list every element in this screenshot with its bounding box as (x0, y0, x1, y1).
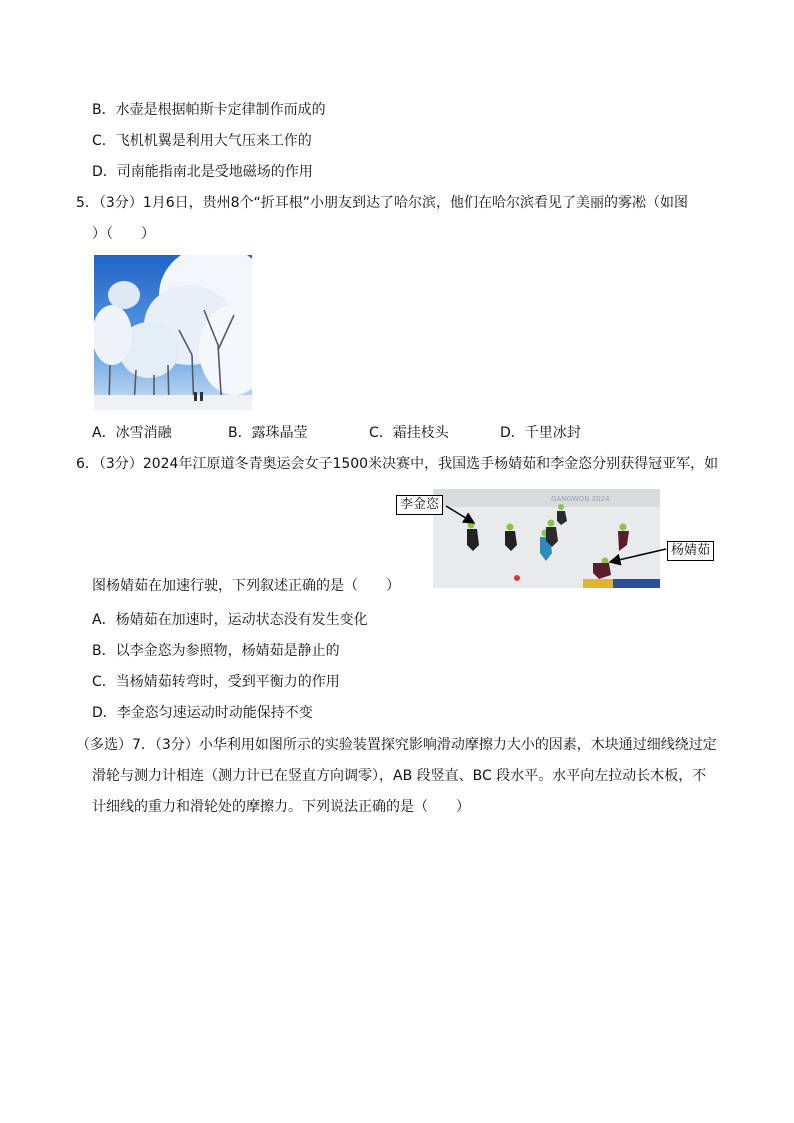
q6-option-d: D．李金恣匀速运动时动能保持不变 (92, 705, 313, 721)
q6-option-a: A．杨婧茹在加速时，运动状态没有发生变化 (92, 612, 368, 628)
label-li-jinzi: 李金恣 (396, 495, 443, 515)
q7-line1: （多选）7．（3分）小华利用如图所示的实验装置探究影响滑动摩擦力大小的因素，木块通过细线绕过定 (76, 737, 717, 753)
rime-photo (94, 255, 252, 410)
q6-option-c: C．当杨婧茹转弯时，受到平衡力的作用 (92, 674, 340, 690)
skating-photo (433, 489, 660, 588)
q4-option-c: C．飞机机翼是利用大气压来工作的 (92, 133, 312, 149)
q5-option-d: D．千里冰封 (500, 425, 581, 441)
q5-option-b: B．露珠晶莹 (228, 425, 308, 441)
svg-text:GANGWON 2024: GANGWON 2024 (551, 495, 610, 503)
q5-option-a: A．冰雪消融 (92, 425, 172, 441)
q6-stem-line2: 图杨婧茹在加速行驶，下列叙述正确的是（ ） (92, 578, 400, 594)
q4-option-b: B．水壶是根据帕斯卡定律制作而成的 (92, 102, 326, 118)
q5-stem-line1: 5．（3分）1月6日，贵州8个“折耳根”小朋友到达了哈尔滨，他们在哈尔滨看见了美丽的雾凇（如图 (76, 195, 689, 211)
q6-option-b: B．以李金恣为参照物，杨婧茹是静止的 (92, 643, 340, 659)
q4-option-d: D．司南能指南北是受地磁场的作用 (92, 164, 313, 180)
q7-line3: 计细线的重力和滑轮处的摩擦力。下列说法正确的是（ ） (92, 799, 470, 815)
q5-options-row (92, 423, 692, 443)
q5-stem-line2: ）（ ） (92, 226, 155, 242)
q6-stem-line1: 6．（3分）2024年江原道冬青奥运会女子1500米决赛中，我国选手杨婧茹和李金恣分别获得冠亚军，如 (76, 456, 719, 472)
q5-option-c: C．霜挂枝头 (369, 425, 449, 441)
label-yang-jingru: 杨婧茹 (667, 541, 714, 561)
q7-line2: 滑轮与测力计相连（测力计已在竖直方向调零），AB 段竖直、BC 段水平。水平向左拉动长木板，不 (92, 768, 707, 784)
